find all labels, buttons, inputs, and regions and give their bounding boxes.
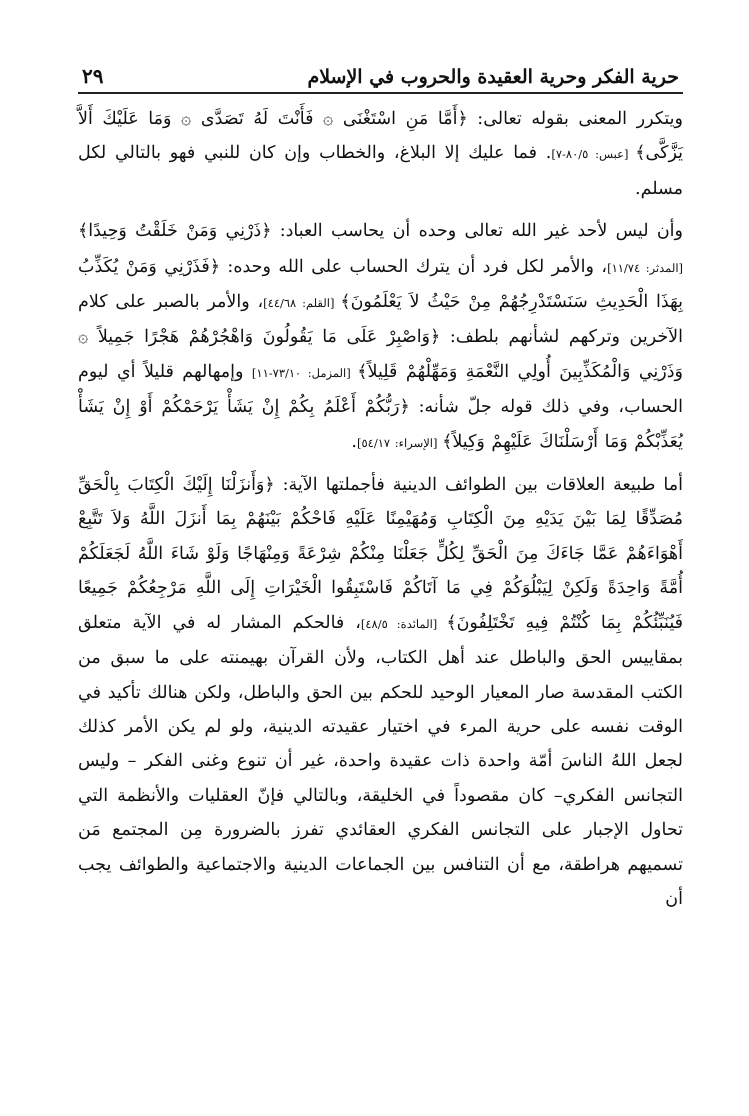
- citation-ref: [المزمل: ٧٣/١٠-١١]: [251, 365, 358, 380]
- body-text: ويتكرر المعنى بقوله تعالى:: [467, 109, 683, 129]
- citation-ref: [المائدة: ٤٨/٥]: [360, 616, 447, 631]
- document-page: [78, 44, 683, 1054]
- body-text: وإمهالهم قليلاً أي ليوم الحساب، وفي ذلك قوله جلّ شأنه:: [78, 361, 683, 418]
- citation-ref: [المدثر: ١١/٧٤]: [607, 260, 684, 275]
- body-text: ، والأمر بالصبر على كلام الآخرين وتركهم لشأنهم بلطف:: [78, 292, 684, 348]
- body-text: ، فالحكم المشار له في الآية متعلق بمقاييس الحق والباطل عند أهل الكتاب، ولأن القرآن بهيمنته على ما سبق من الكتب المقدسة صار المعيار الوحيد للحكم بين الحق والباطل، ولكن هنالك تأكيد في الوقت نفسه على حرية المرء في اختيار عقيدته الدينية، ولو لم يكن الأمر كذلك لجعل اللهُ الناسَ أمّة واحدة ذات عقيدة واحدة، غير أن تنوع وغنى الفكر – وليس التجانس الفكري– كان مقصوداً في الخليقة، وبالتالي فإنّ العقليات والأنظمة التي تحاول الإجبار على التجانس الفكري العقائدي تفرز بالضرورة مِن المجتمع مَن تسميهم هراطقة، مع أن التنافس بين الجماعات الدينية والاجتماعية والطوائف يجب أن: [78, 612, 683, 909]
- body-text: وأن ليس لأحد غير الله تعالى وحده أن يحاسب العباد:: [271, 221, 683, 242]
- page-body: [78, 102, 683, 916]
- quran-quote: ﴿وَاصْبِرْ عَلَى مَا يَقُولُونَ وَاهْجُرْهُمْ هَجْرًا جَمِيلاً ۞ وَذَرْنِي وَالْمُكَذِّبِينَ أُولِي النَّعْمَةِ وَمَهِّلْهُمْ قَلِيلاً﴾: [78, 327, 684, 382]
- citation-ref: [الإسراء: ٥٤/١٧]: [357, 435, 443, 450]
- quran-quote: ﴿رَبُّكُمْ أَعْلَمُ بِكُمْ إِنْ يَشَأْ يَرْحَمْكُمْ أَوْ إِنْ يَشَأْ يُعَذِّبْكُمْ وَمَا أَرْسَلْنَاكَ عَلَيْهِمْ وَكِيلاً﴾: [78, 397, 683, 452]
- body-text: أما طبيعة العلاقات بين الطوائف الدينية فأجملتها الآية:: [274, 475, 683, 496]
- paragraph-2: [78, 214, 683, 460]
- body-text: .: [351, 431, 357, 452]
- quran-quote: ﴿وَأَنزَلْنَا إِلَيْكَ الْكِتَابَ بِالْحَقِّ مُصَدِّقًا لِمَا بَيْنَ يَدَيْهِ مِنَ الْكِتَابِ وَمُهَيْمِنًا عَلَيْهِ فَاحْكُمْ بَيْنَهُمْ بِمَا أَنزَلَ اللَّهُ وَلاَ تَتَّبِعْ أَهْوَاءَهُمْ عَمَّا جَاءَكَ مِنَ الْحَقِّ لِكُلٍّ جَعَلْنَا مِنْكُمْ شِرْعَةً وَمِنْهَاجًا وَلَوْ شَاءَ اللَّهُ لَجَعَلَكُمْ أُمَّةً وَاحِدَةً وَلَكِنْ لِيَبْلُوَكُمْ فِي مَا آتَاكُمْ فَاسْتَبِقُوا الْخَيْرَاتِ إِلَى اللَّهِ مَرْجِعُكُمْ جَمِيعًا فَيُنَبِّئُكُمْ بِمَا كُنْتُمْ فِيهِ تَخْتَلِفُونَ﴾: [78, 475, 683, 633]
- quran-quote: ﴿ذَرْنِي وَمَنْ خَلَقْتُ وَحِيدًا﴾: [78, 221, 272, 242]
- body-text: ، والأمر لكل فرد أن يترك الحساب على الله وحده:: [219, 256, 608, 277]
- body-text: . فما عليك إلا البلاغ، والخطاب وإن كان للنبي فهو بالتالي لكل مسلم.: [78, 143, 683, 199]
- citation-ref: [عبس: ٨٠/٥-٧]: [551, 147, 636, 162]
- running-title: حرية الفكر وحرية العقيدة والحروب في الإسلام: [307, 66, 679, 88]
- citation-ref: [القلم: ٤٤/٦٨]: [263, 296, 341, 311]
- quran-quote: ﴿فَذَرْنِي وَمَنْ يُكَذِّبُ بِهَذَا الْحَدِيثِ سَنَسْتَدْرِجُهُمْ مِنْ حَيْثُ لاَ يَعْلَمُونَ﴾: [78, 256, 683, 313]
- page-header: [78, 44, 683, 94]
- quran-quote: ﴿أَمَّا مَنِ اسْتَغْنَى ۞ فَأَنْتَ لَهُ تَصَدَّى ۞ وَمَا عَلَيْكَ أَلاَّ يَزَّكَّى﴾: [78, 109, 683, 164]
- paragraph-1: [78, 102, 683, 206]
- page-number: ٢٩: [82, 64, 104, 88]
- paragraph-3: [78, 468, 683, 916]
